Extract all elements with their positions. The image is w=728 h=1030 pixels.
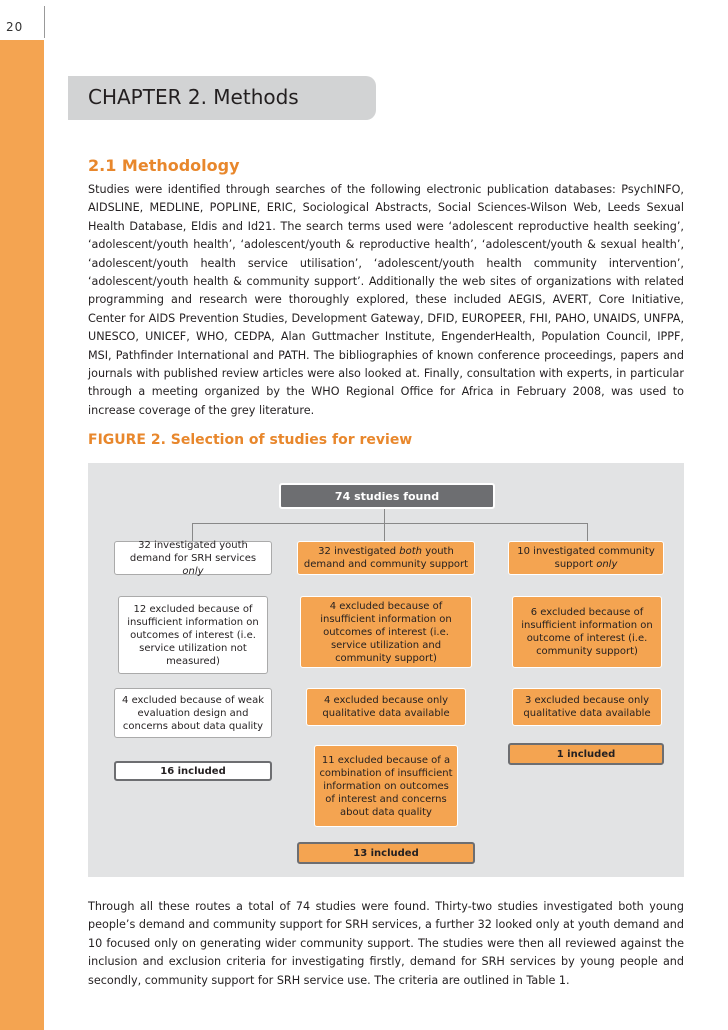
chapter-banner bbox=[68, 76, 376, 120]
both-box: 32 investigated both youth demand and community support bbox=[297, 541, 475, 575]
page-number: 20 bbox=[6, 20, 24, 34]
chapter-title: CHAPTER 2. Methods bbox=[88, 85, 299, 109]
page-number-divider bbox=[44, 6, 45, 38]
flowchart-panel bbox=[88, 463, 684, 877]
youth-excluded-weak-design-box: 4 excluded because of weak evaluation design and concerns about data quality bbox=[114, 688, 272, 738]
studies-found-box bbox=[279, 483, 495, 509]
community-included-box: 1 included bbox=[508, 743, 664, 765]
margin-band bbox=[0, 40, 44, 1030]
both-excluded-combination-box: 11 excluded because of a combination of insufficient information on outcomes of interest and concerns about data quality bbox=[314, 745, 458, 827]
both-included-box: 13 included bbox=[297, 842, 475, 864]
results-paragraph: Through all these routes a total of 74 studies were found. Thirty-two studies investigated both young people’s demand and community support for SRH services, a further 32 looked only at youth demand and 10 focused only on generating wider community support. The studies were then all reviewed against the inclusion and exclusion criteria for investigating firstly, demand for SRH services by young people and secondly, community support for SRH service use. The criteria are outlined in Table 1. bbox=[88, 900, 684, 987]
methodology-paragraph: Studies were identified through searches of the following electronic publication databases: PsychINFO, AIDSLINE, MEDLINE, POPLINE, ERIC, Sociological Abstracts, Social Sciences-Wilson Web, Leeds Sexual Health Database, Eldis and Id21. The search terms used were ‘adolescent reproductive health seeking’, ‘adolescent/youth health’, ‘adolescent/youth & reproductive health’, ‘adolescent/youth & sexual health’, ‘adolescent/youth health service utilisation’, ‘adolescent/youth health community intervention’, ‘adolescent/youth health & community support’. Additionally the web sites of organizations with related programming and research were thoroughly explored, these included AEGIS, AVERT, Core Initiative, Center for AIDS Prevention Studies, Development Gateway, DFID, EUROPEER, FHI, PAHO, UNAIDS, UNFPA, UNESCO, UNICEF, WHO, CEDPA, Alan Guttmacher Institute, EngenderHealth, Population Council, IPPF, MSI, Pathfinder International and PATH. The bibliographies of known conference proceedings, papers and journals with published review articles were also looked at. Finally, consultation with experts, in particular through a meeting organized by the WHO Regional Office for Africa in February 2008, was used to increase coverage of the grey literature. bbox=[88, 183, 684, 417]
youth-included-box: 16 included bbox=[114, 761, 272, 781]
connector-right-drop bbox=[587, 523, 588, 541]
both-excluded-qualitative-box: 4 excluded because only qualitative data available bbox=[306, 688, 466, 726]
youth-excluded-insufficient-box: 12 excluded because of insufficient information on outcomes of interest (i.e. service utilization not measured) bbox=[118, 596, 268, 674]
community-excluded-qualitative-box: 3 excluded because only qualitative data available bbox=[512, 688, 662, 726]
connector-horizontal bbox=[192, 523, 587, 524]
community-support-box: 10 investigated community support only bbox=[508, 541, 664, 575]
both-excluded-insufficient-box: 4 excluded because of insufficient information on outcomes of interest (i.e. service utilization and community support) bbox=[300, 596, 472, 668]
figure-title: FIGURE 2. Selection of studies for review bbox=[88, 432, 413, 448]
community-excluded-insufficient-box: 6 excluded because of insufficient information on outcome of interest (i.e. community support) bbox=[512, 596, 662, 668]
section-heading: 2.1 Methodology bbox=[88, 156, 240, 175]
connector-middle-drop bbox=[384, 523, 385, 541]
youth-demand-box: 32 investigated youth demand for SRH services only bbox=[114, 541, 272, 575]
studies-found-label: studies found bbox=[354, 489, 440, 503]
connector-top-vertical bbox=[384, 509, 385, 523]
studies-found-count: 74 bbox=[334, 489, 351, 503]
